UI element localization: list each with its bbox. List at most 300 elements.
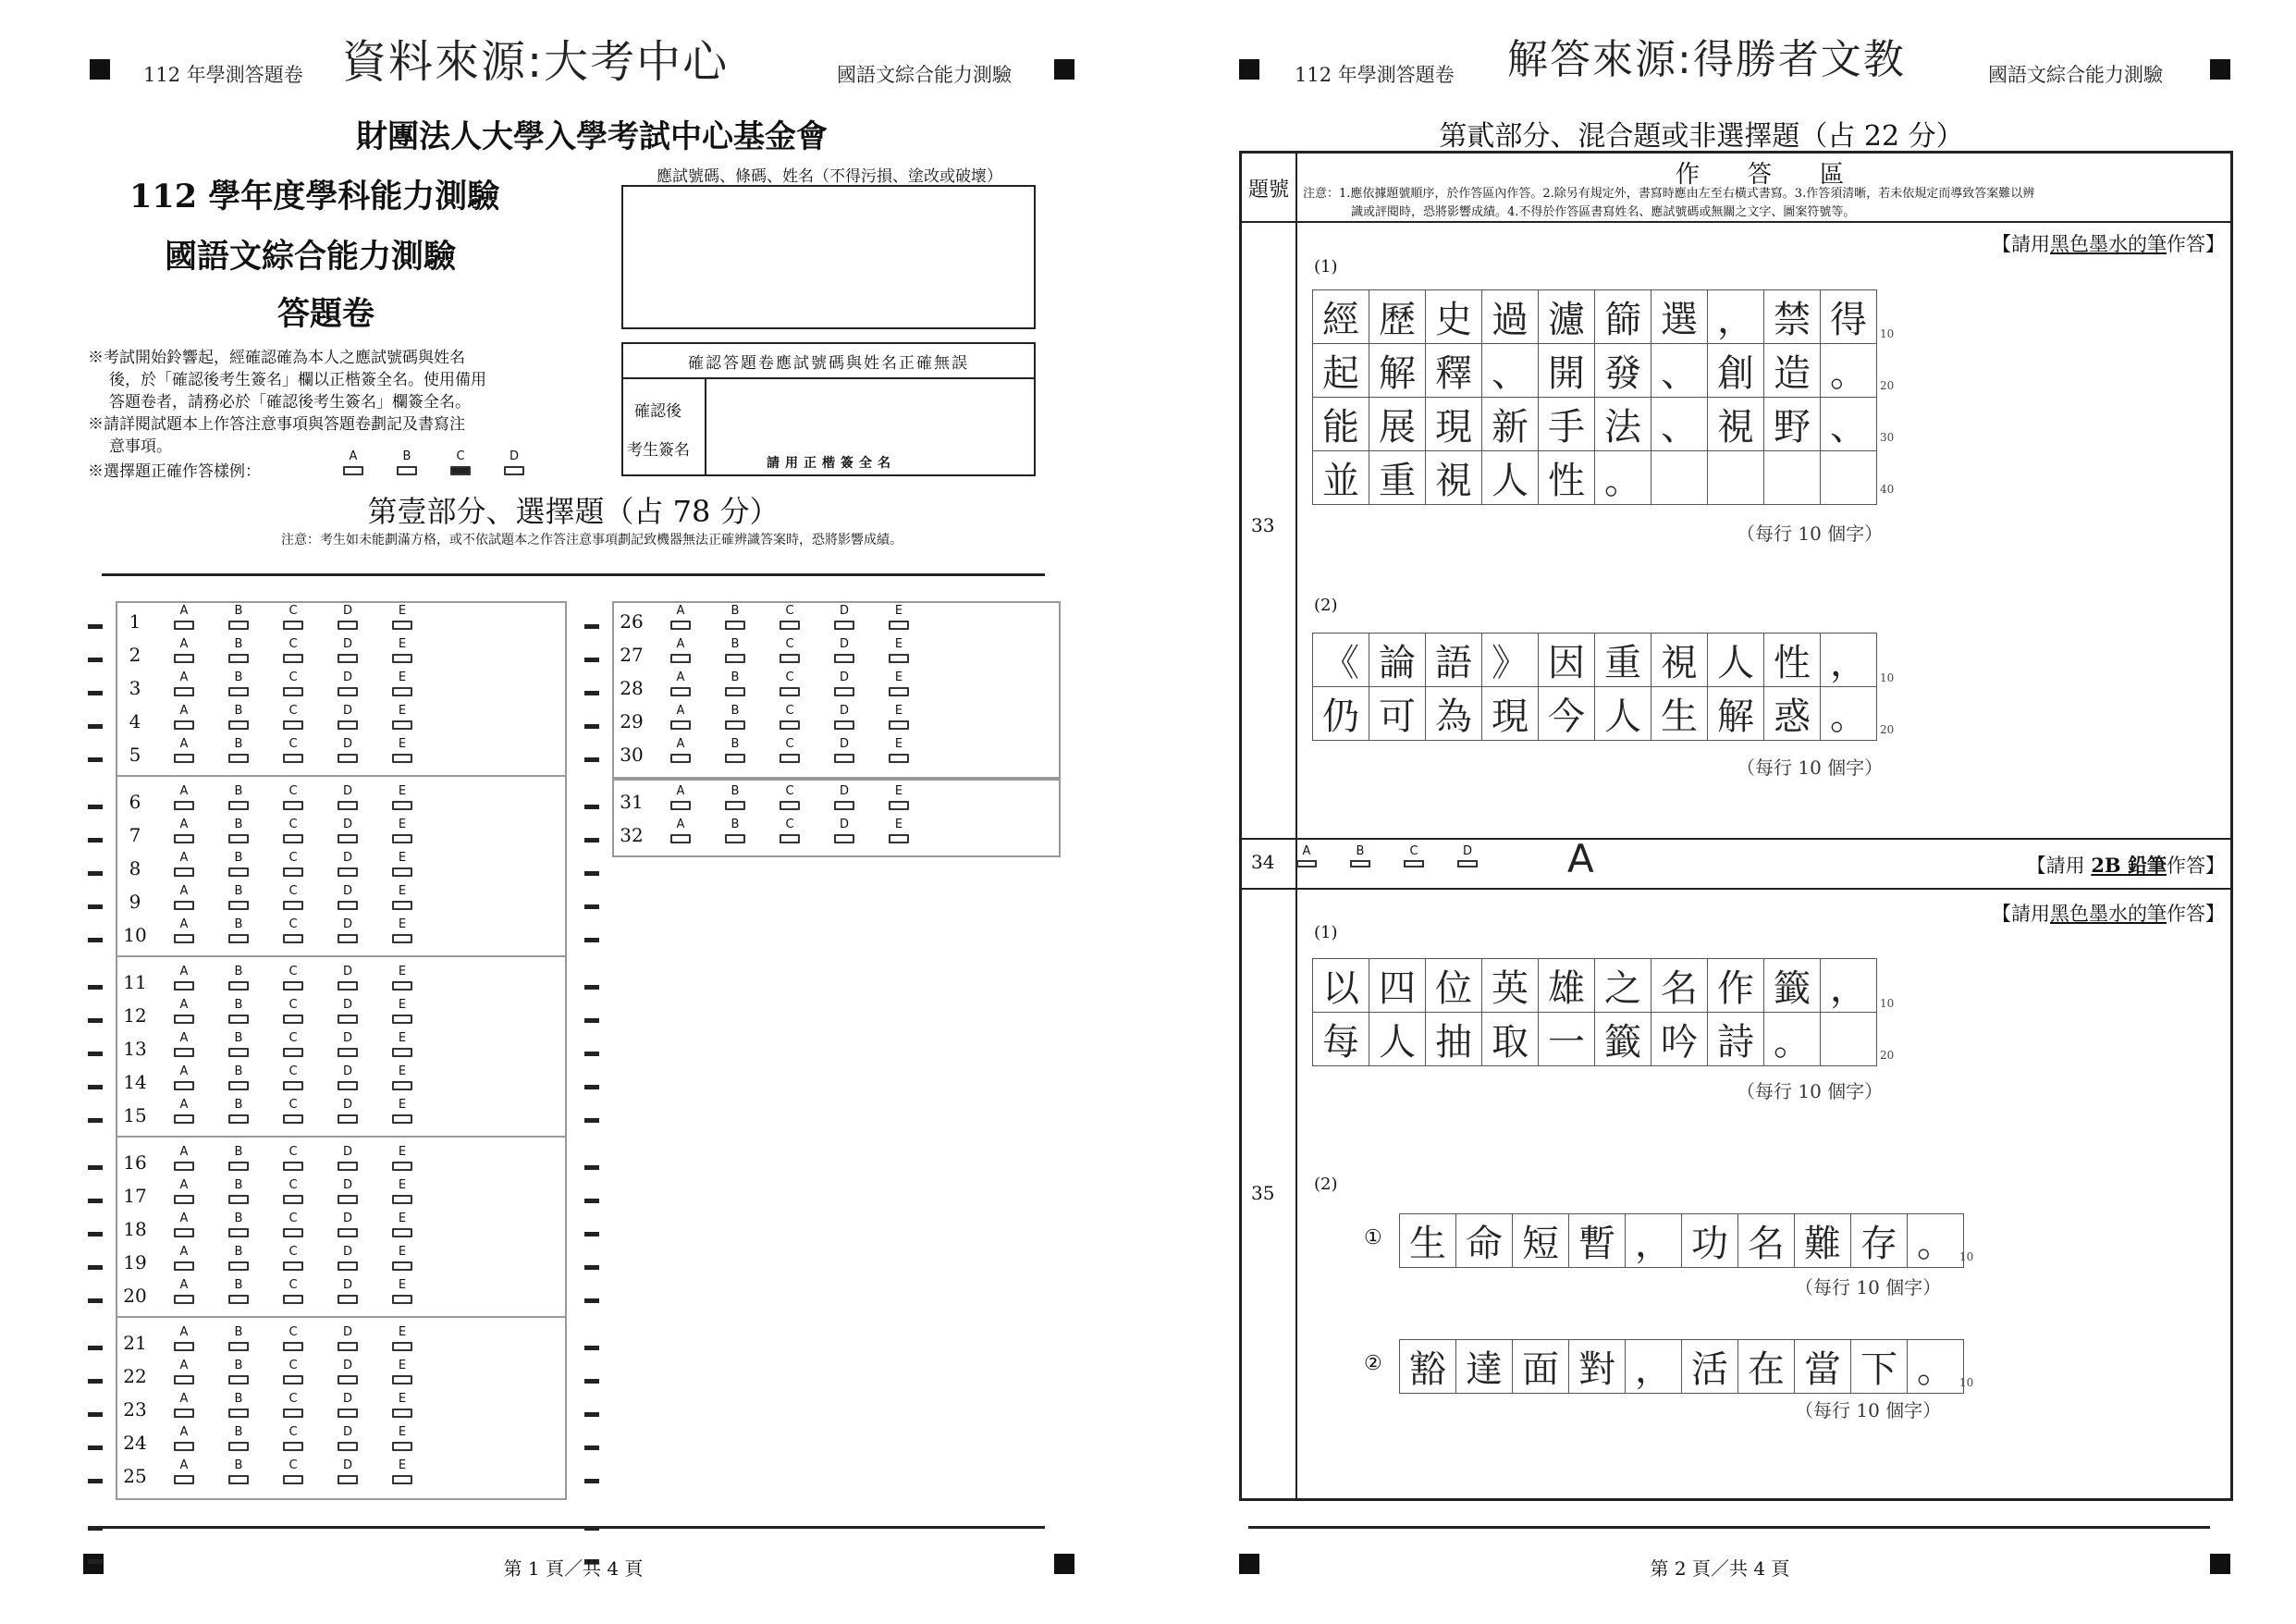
answer-bubble[interactable]: E [888, 605, 910, 630]
grid-cell[interactable]: 重 [1595, 634, 1651, 687]
mcq-question-row[interactable] [612, 818, 908, 852]
grid-cell[interactable]: 語 [1426, 634, 1482, 687]
answer-bubble[interactable]: A [173, 999, 195, 1024]
answer-bubble[interactable]: D [833, 818, 855, 843]
answer-bubble[interactable]: D [337, 999, 359, 1024]
grid-cell[interactable]: 功 [1682, 1214, 1738, 1268]
answer-bubble[interactable]: D [337, 705, 359, 730]
answer-bubble[interactable]: D [337, 638, 359, 663]
mcq-question-row[interactable] [612, 738, 908, 771]
answer-bubble[interactable]: E [391, 1279, 413, 1304]
answer-bubble[interactable]: D [833, 785, 855, 810]
grid-cell[interactable]: 、 [1821, 398, 1877, 451]
answer-bubble[interactable]: A [173, 1326, 195, 1351]
grid-cell[interactable]: 生 [1400, 1214, 1456, 1268]
mcq-question-row[interactable] [116, 885, 411, 918]
mcq-question-row[interactable] [612, 671, 908, 705]
answer-bubble[interactable]: B [227, 1426, 250, 1451]
answer-bubble[interactable]: D [833, 738, 855, 763]
answer-bubble[interactable]: B [227, 785, 250, 810]
grid-cell[interactable]: 野 [1764, 398, 1821, 451]
grid-cell[interactable]: 可 [1369, 687, 1426, 741]
grid-cell[interactable]: 視 [1651, 634, 1708, 687]
answer-bubble[interactable]: E [888, 738, 910, 763]
confirm-label-2: 考生簽名 [627, 441, 690, 460]
answer-bubble[interactable]: B [227, 1359, 250, 1384]
answer-bubble[interactable]: E [391, 1032, 413, 1057]
answer-bubble[interactable]: E [391, 1179, 413, 1204]
grid-cell[interactable]: 現 [1426, 398, 1482, 451]
answer-bubble[interactable]: E [391, 705, 413, 730]
answer-bubble[interactable]: D [337, 1099, 359, 1124]
answer-bubble[interactable]: E [391, 966, 413, 990]
answer-bubble[interactable]: A [173, 1032, 195, 1057]
answer-bubble[interactable]: B [227, 1032, 250, 1057]
answer-bubble[interactable]: C [282, 1279, 304, 1304]
grid-cell[interactable]: 作 [1708, 959, 1764, 1013]
grid-cell[interactable]: 經 [1313, 290, 1369, 344]
grid-cell[interactable]: 。 [1908, 1340, 1964, 1394]
grid-cell[interactable]: 雄 [1539, 959, 1595, 1013]
answer-bubble[interactable]: B [227, 705, 250, 730]
answer-bubble[interactable]: B [227, 671, 250, 696]
grid-cell[interactable]: 豁 [1400, 1340, 1456, 1394]
answer-bubble[interactable]: B [227, 966, 250, 990]
grid-cell[interactable]: ， [1626, 1340, 1682, 1394]
answer-bubble[interactable]: D [337, 1359, 359, 1384]
grid-cell[interactable]: 現 [1482, 687, 1539, 741]
mcq-question-row[interactable] [116, 1032, 411, 1065]
grid-cell[interactable]: 仍 [1313, 687, 1369, 741]
mcq-question-row[interactable] [116, 1212, 411, 1246]
grid-cell[interactable]: 釋 [1426, 344, 1482, 398]
grid-cell[interactable]: 性 [1539, 451, 1595, 505]
answer-bubble[interactable]: D [337, 1179, 359, 1204]
mcq-question-row[interactable] [116, 1326, 411, 1359]
grid-cell[interactable]: 人 [1708, 634, 1764, 687]
mcq-question-row[interactable] [116, 1359, 411, 1393]
answer-bubble[interactable]: A [669, 638, 692, 663]
answer-bubble[interactable]: C [282, 1212, 304, 1237]
answer-bubble[interactable]: C [282, 605, 304, 630]
answer-bubble[interactable]: C [282, 1426, 304, 1451]
grid-cell[interactable]: 詩 [1708, 1013, 1764, 1066]
grid-cell[interactable]: 法 [1595, 398, 1651, 451]
answer-bubble[interactable]: E [888, 818, 910, 843]
answer-bubble[interactable]: D [337, 1032, 359, 1057]
answer-bubble[interactable]: B [227, 885, 250, 910]
answer-bubble[interactable]: D [833, 671, 855, 696]
grid-cell[interactable]: 人 [1369, 1013, 1426, 1066]
grid-cell[interactable]: 並 [1313, 451, 1369, 505]
answer-bubble[interactable]: D [337, 785, 359, 810]
answer-bubble[interactable]: C [282, 1146, 304, 1171]
grid-cell[interactable]: 。 [1908, 1214, 1964, 1268]
answer-bubble[interactable]: E [391, 818, 413, 843]
mcq-question-row[interactable] [116, 605, 411, 638]
grid-cell[interactable]: 為 [1426, 687, 1482, 741]
answer-bubble[interactable]: A [173, 738, 195, 763]
grid-cell[interactable]: 在 [1738, 1340, 1795, 1394]
answer-bubble[interactable]: D [337, 1426, 359, 1451]
mcq-question-row[interactable] [116, 785, 411, 818]
answer-bubble[interactable]: C [282, 1246, 304, 1271]
mcq-question-row[interactable] [116, 1279, 411, 1312]
grid-cell[interactable]: 名 [1651, 959, 1708, 1013]
answer-bubble[interactable]: B [227, 638, 250, 663]
grid-cell[interactable]: 每 [1313, 1013, 1369, 1066]
grid-cell[interactable]: 惑 [1764, 687, 1821, 741]
grid-cell[interactable]: 視 [1708, 398, 1764, 451]
grid-cell[interactable]: 當 [1795, 1340, 1851, 1394]
grid-cell[interactable]: 、 [1651, 398, 1708, 451]
grid-cell[interactable]: 。 [1821, 344, 1877, 398]
answer-bubble[interactable]: A [173, 1459, 195, 1484]
answer-bubble[interactable]: B [227, 1179, 250, 1204]
answer-bubble[interactable]: C [282, 785, 304, 810]
answer-bubble[interactable]: B [227, 1065, 250, 1090]
answer-bubble[interactable]: A [669, 738, 692, 763]
grid-cell[interactable]: 發 [1595, 344, 1651, 398]
answer-bubble[interactable]: D [337, 605, 359, 630]
grid-cell[interactable]: 手 [1539, 398, 1595, 451]
grid-cell[interactable]: 。 [1595, 451, 1651, 505]
answer-bubble[interactable]: E [391, 1326, 413, 1351]
answer-bubble[interactable]: B [227, 1246, 250, 1271]
answer-bubble[interactable]: A [173, 1426, 195, 1451]
answer-bubble[interactable]: A [173, 918, 195, 943]
answer-bubble[interactable]: C [282, 1326, 304, 1351]
answer-bubble[interactable]: C [282, 885, 304, 910]
answer-bubble[interactable]: A [173, 1146, 195, 1171]
answer-bubble[interactable]: B [724, 818, 746, 843]
answer-bubble[interactable]: B [227, 852, 250, 877]
answer-bubble[interactable]: C [282, 966, 304, 990]
grid-cell[interactable]: 存 [1851, 1214, 1908, 1268]
mcq-question-row[interactable] [116, 705, 411, 738]
answer-bubble[interactable]: A [173, 885, 195, 910]
mcq-question-row[interactable] [116, 818, 411, 852]
mcq-question-row[interactable] [116, 1459, 411, 1493]
answer-bubble[interactable]: C [282, 1459, 304, 1484]
mcq-question-row[interactable] [612, 605, 908, 638]
answer-bubble[interactable]: C [779, 671, 801, 696]
grid-cell[interactable]: 起 [1313, 344, 1369, 398]
answer-bubble[interactable]: C [282, 1179, 304, 1204]
grid-cell[interactable]: 史 [1426, 290, 1482, 344]
answer-bubble[interactable]: E [391, 671, 413, 696]
answer-bubble[interactable]: A [173, 1359, 195, 1384]
grid-cell[interactable]: 得 [1821, 290, 1877, 344]
grid-cell[interactable]: 。 [1764, 1013, 1821, 1066]
grid-cell[interactable]: 濾 [1539, 290, 1595, 344]
answer-bubble[interactable]: B [724, 705, 746, 730]
mcq-question-row[interactable] [116, 638, 411, 671]
grid-cell[interactable]: 創 [1708, 344, 1764, 398]
grid-cell[interactable]: 新 [1482, 398, 1539, 451]
answer-bubble[interactable]: C [282, 671, 304, 696]
mcq-question-row[interactable] [612, 638, 908, 671]
answer-bubble[interactable]: A [173, 638, 195, 663]
mcq-question-row[interactable] [612, 785, 908, 818]
answer-bubble[interactable]: C [282, 1032, 304, 1057]
answer-bubble[interactable]: E [391, 605, 413, 630]
answer-bubble[interactable]: A [173, 818, 195, 843]
grid-cell[interactable]: 重 [1369, 451, 1426, 505]
grid-cell[interactable]: 面 [1513, 1340, 1569, 1394]
grid-cell[interactable]: 性 [1764, 634, 1821, 687]
grid-cell[interactable]: 以 [1313, 959, 1369, 1013]
grid-cell[interactable]: 生 [1651, 687, 1708, 741]
grid-cell[interactable]: 籤 [1764, 959, 1821, 1013]
answer-bubble[interactable]: A [173, 785, 195, 810]
answer-bubble[interactable]: E [391, 918, 413, 943]
grid-cell[interactable]: 展 [1369, 398, 1426, 451]
grid-cell[interactable]: 篩 [1595, 290, 1651, 344]
answer-bubble[interactable]: D [337, 852, 359, 877]
grid-cell[interactable]: 命 [1456, 1214, 1513, 1268]
answer-bubble[interactable]: B [724, 738, 746, 763]
grid-cell[interactable]: 抽 [1426, 1013, 1482, 1066]
mcq-question-row[interactable] [116, 1426, 411, 1459]
answer-bubble[interactable]: A [173, 966, 195, 990]
answer-bubble[interactable]: A [173, 605, 195, 630]
answer-bubble[interactable]: D [337, 738, 359, 763]
grid-cell[interactable]: 人 [1482, 451, 1539, 505]
grid-cell[interactable]: 短 [1513, 1214, 1569, 1268]
answer-bubble[interactable]: B [227, 738, 250, 763]
answer-bubble[interactable]: A [173, 1065, 195, 1090]
answer-bubble[interactable]: D [833, 705, 855, 730]
grid-cell[interactable] [1821, 451, 1877, 505]
answer-bubble[interactable]: E [391, 1065, 413, 1090]
grid-cell[interactable]: 取 [1482, 1013, 1539, 1066]
grid-cell[interactable]: 下 [1851, 1340, 1908, 1394]
grid-cell[interactable]: 造 [1764, 344, 1821, 398]
answer-bubble[interactable]: C [282, 1099, 304, 1124]
grid-cell[interactable]: 》 [1482, 634, 1539, 687]
answer-bubble[interactable]: E [888, 705, 910, 730]
grid-cell[interactable]: 解 [1369, 344, 1426, 398]
grid-cell[interactable]: 一 [1539, 1013, 1595, 1066]
answer-bubble[interactable]: C [282, 818, 304, 843]
grid-cell[interactable]: 暫 [1569, 1214, 1626, 1268]
answer-bubble[interactable]: D [833, 638, 855, 663]
mcq-question-row[interactable] [116, 1065, 411, 1099]
answer-bubble[interactable]: D [337, 918, 359, 943]
answer-bubble[interactable]: C [282, 1359, 304, 1384]
grid-cell[interactable]: 、 [1482, 344, 1539, 398]
grid-cell[interactable]: 視 [1426, 451, 1482, 505]
answer-bubble[interactable]: A [173, 852, 195, 877]
grid-cell[interactable]: 吟 [1651, 1013, 1708, 1066]
grid-cell[interactable] [1708, 451, 1764, 505]
grid-cell[interactable]: ， [1821, 959, 1877, 1013]
answer-bubble[interactable]: A [669, 605, 692, 630]
grid-cell[interactable]: 。 [1821, 687, 1877, 741]
answer-bubble[interactable]: A [173, 1099, 195, 1124]
answer-bubble[interactable]: E [391, 1099, 413, 1124]
answer-bubble[interactable]: A [173, 705, 195, 730]
answer-bubble[interactable]: B [227, 1393, 250, 1418]
answer-bubble[interactable]: C [282, 918, 304, 943]
answer-bubble[interactable]: A [669, 705, 692, 730]
grid-cell[interactable]: ， [1626, 1214, 1682, 1268]
mcq-question-row[interactable] [116, 671, 411, 705]
grid-cell[interactable]: 位 [1426, 959, 1482, 1013]
answer-bubble[interactable]: E [888, 671, 910, 696]
q35-sub-2-answer-grid[interactable] [1399, 1339, 1964, 1394]
mcq-question-row[interactable] [116, 1179, 411, 1212]
grid-cell[interactable]: 之 [1595, 959, 1651, 1013]
answer-bubble[interactable]: B [724, 671, 746, 696]
mcq-question-row[interactable] [116, 918, 411, 952]
answer-bubble[interactable]: C [779, 818, 801, 843]
answer-bubble[interactable]: E [391, 852, 413, 877]
answer-bubble[interactable]: A [669, 671, 692, 696]
answer-bubble[interactable]: B [227, 918, 250, 943]
answer-bubble[interactable]: C [779, 605, 801, 630]
grid-cell[interactable]: 、 [1651, 344, 1708, 398]
answer-bubble[interactable]: E [391, 1393, 413, 1418]
grid-cell[interactable]: 名 [1738, 1214, 1795, 1268]
mcq-question-row[interactable] [116, 999, 411, 1032]
answer-bubble[interactable]: B [227, 1459, 250, 1484]
grid-cell[interactable]: 今 [1539, 687, 1595, 741]
answer-bubble[interactable]: B [724, 605, 746, 630]
answer-bubble[interactable]: E [391, 999, 413, 1024]
answer-bubble[interactable]: D [337, 1326, 359, 1351]
answer-bubble[interactable]: D [337, 1212, 359, 1237]
answer-bubble[interactable]: C [282, 1393, 304, 1418]
grid-cell[interactable]: 籤 [1595, 1013, 1651, 1066]
grid-cell[interactable]: 解 [1708, 687, 1764, 741]
grid-cell[interactable]: 開 [1539, 344, 1595, 398]
q35-part-1-answer-grid[interactable] [1312, 958, 1877, 1066]
answer-bubble[interactable]: B [227, 605, 250, 630]
answer-bubble[interactable]: C [282, 738, 304, 763]
grid-cell[interactable]: 活 [1682, 1340, 1738, 1394]
grid-cell[interactable] [1821, 1013, 1877, 1066]
answer-bubble[interactable]: A [173, 1393, 195, 1418]
grid-cell[interactable]: 人 [1595, 687, 1651, 741]
answer-bubble[interactable]: B [227, 1146, 250, 1171]
answer-bubble[interactable]: C [779, 785, 801, 810]
answer-bubble[interactable]: D [337, 1146, 359, 1171]
answer-bubble[interactable]: E [391, 885, 413, 910]
q33-part-2-answer-grid[interactable] [1312, 633, 1877, 741]
q34-bubbles[interactable]: A B C D [1295, 845, 1480, 879]
grid-cell[interactable]: ， [1708, 290, 1764, 344]
answer-bubble[interactable]: A [173, 1279, 195, 1304]
grid-cell[interactable] [1764, 451, 1821, 505]
grid-cell[interactable]: 歷 [1369, 290, 1426, 344]
mcq-question-row[interactable] [116, 1246, 411, 1279]
grid-cell[interactable] [1651, 451, 1708, 505]
mcq-question-row[interactable] [116, 738, 411, 771]
grid-cell[interactable]: 《 [1313, 634, 1369, 687]
answer-bubble[interactable]: E [391, 1146, 413, 1171]
q33-part-1-answer-grid[interactable] [1312, 289, 1877, 505]
answer-bubble[interactable]: E [391, 738, 413, 763]
grid-cell[interactable]: 因 [1539, 634, 1595, 687]
answer-bubble[interactable]: C [779, 705, 801, 730]
answer-bubble[interactable]: B [227, 1279, 250, 1304]
answer-bubble[interactable]: D [337, 671, 359, 696]
answer-bubble[interactable]: B [724, 785, 746, 810]
answer-bubble[interactable]: C [779, 738, 801, 763]
grid-cell[interactable]: ， [1821, 634, 1877, 687]
answer-bubble[interactable]: D [337, 818, 359, 843]
grid-cell[interactable]: 過 [1482, 290, 1539, 344]
answer-bubble[interactable]: B [724, 638, 746, 663]
grid-cell[interactable]: 論 [1369, 634, 1426, 687]
grid-cell[interactable]: 英 [1482, 959, 1539, 1013]
answer-bubble[interactable]: A [669, 785, 692, 810]
mcq-question-row[interactable] [116, 1393, 411, 1426]
answer-bubble[interactable]: E [391, 1426, 413, 1451]
grid-cell[interactable]: 四 [1369, 959, 1426, 1013]
answer-bubble[interactable]: A [173, 671, 195, 696]
grid-cell[interactable]: 能 [1313, 398, 1369, 451]
answer-bubble[interactable]: A [173, 1246, 195, 1271]
answer-bubble[interactable]: C [282, 638, 304, 663]
answer-bubble[interactable]: E [888, 638, 910, 663]
grid-cell[interactable]: 對 [1569, 1340, 1626, 1394]
answer-bubble[interactable]: E [391, 1459, 413, 1484]
answer-bubble[interactable]: D [833, 605, 855, 630]
answer-bubble[interactable]: B [227, 818, 250, 843]
mcq-question-row[interactable] [612, 705, 908, 738]
answer-bubble[interactable]: E [888, 785, 910, 810]
grid-cell[interactable]: 難 [1795, 1214, 1851, 1268]
answer-bubble[interactable]: C [282, 999, 304, 1024]
answer-bubble[interactable]: D [337, 1459, 359, 1484]
answer-bubble[interactable]: A [669, 818, 692, 843]
answer-bubble[interactable]: E [391, 1212, 413, 1237]
answer-bubble[interactable]: D [337, 1279, 359, 1304]
answer-bubble[interactable]: D [337, 1393, 359, 1418]
answer-bubble[interactable]: B [227, 1099, 250, 1124]
q35-sub-1-answer-grid[interactable] [1399, 1213, 1964, 1268]
answer-bubble[interactable]: B [227, 1212, 250, 1237]
answer-bubble[interactable]: E [391, 1246, 413, 1271]
grid-cell[interactable]: 選 [1651, 290, 1708, 344]
answer-bubble[interactable]: D [337, 1065, 359, 1090]
mcq-question-row[interactable] [116, 1099, 411, 1132]
answer-bubble[interactable]: B [227, 999, 250, 1024]
answer-bubble[interactable]: E [391, 785, 413, 810]
mcq-question-row[interactable] [116, 1146, 411, 1179]
answer-bubble[interactable]: D [337, 1246, 359, 1271]
answer-bubble[interactable]: C [282, 1065, 304, 1090]
answer-bubble[interactable]: D [337, 885, 359, 910]
answer-bubble[interactable]: E [391, 638, 413, 663]
answer-bubble[interactable]: A [173, 1212, 195, 1237]
mcq-question-row[interactable] [116, 966, 411, 999]
answer-bubble[interactable]: C [282, 705, 304, 730]
answer-bubble[interactable]: E [391, 1359, 413, 1384]
grid-cell[interactable]: 禁 [1764, 290, 1821, 344]
answer-bubble[interactable]: A [173, 1179, 195, 1204]
answer-bubble[interactable]: D [337, 966, 359, 990]
answer-bubble[interactable]: C [779, 638, 801, 663]
grid-cell[interactable]: 達 [1456, 1340, 1513, 1394]
mcq-question-row[interactable] [116, 852, 411, 885]
confirm-signature-box [621, 342, 1036, 476]
answer-bubble[interactable]: B [227, 1326, 250, 1351]
answer-bubble[interactable]: C [282, 852, 304, 877]
